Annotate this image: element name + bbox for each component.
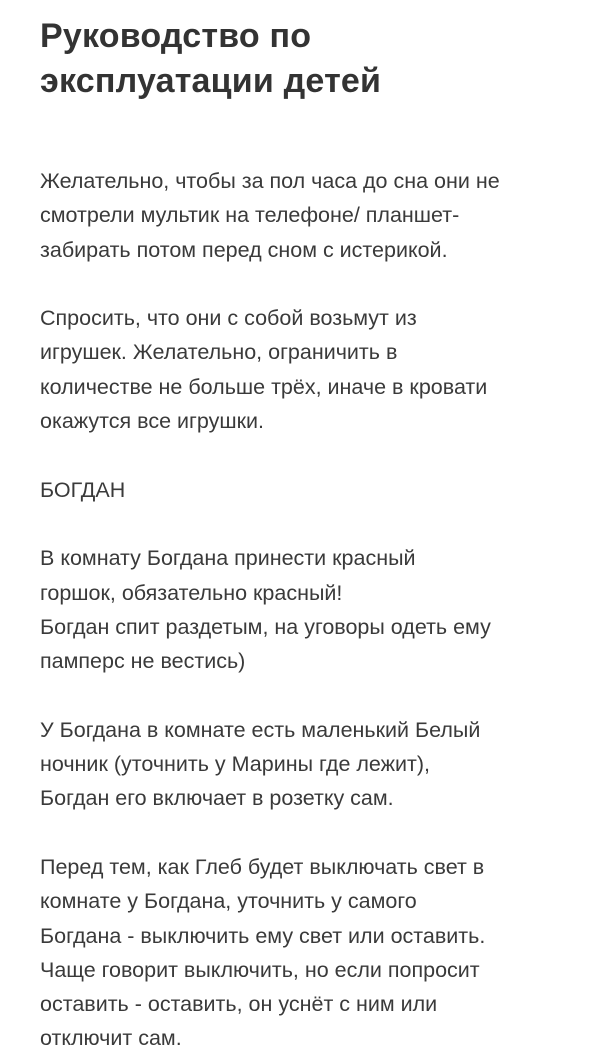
text-line: комнате у Богдана, уточнить у самого [40, 889, 417, 914]
text-line: количестве не больше трёх, иначе в кровати [40, 374, 488, 399]
text-line: Желательно, чтобы за пол часа до сна они не [40, 169, 500, 193]
text-line: Перед тем, как Глеб будет выключать свет в [40, 854, 485, 879]
text-line: отключит сам. [40, 1026, 182, 1051]
text-line: оставить - оставить, он уснёт с ним или [40, 992, 438, 1017]
text-line: ночник (уточнить у Марины где лежит), [40, 752, 431, 777]
note-body [40, 164, 580, 1056]
text-line: Спросить, что они с собой возьмут из [40, 306, 417, 331]
title-line: Руководство по [40, 17, 312, 55]
text-line: У Богдана в комнате есть маленький Белый [40, 717, 481, 742]
paragraph-screen-time [40, 164, 580, 267]
text-line: В комнату Богдана принести красный [40, 546, 416, 571]
paragraph-toys [40, 301, 580, 438]
text-line: Чаще говорит выключить, но если попросит [40, 957, 480, 982]
text-line: БОГДАН [40, 477, 126, 502]
paragraph-night-light [40, 713, 580, 816]
text-line: Богдан спит раздетым, на уговоры одеть ему [40, 614, 491, 639]
note-page [40, 0, 580, 1056]
text-line: игрушек. Желательно, ограничить в [40, 340, 398, 365]
document-title [40, 0, 580, 104]
text-line: окажутся все игрушки. [40, 409, 264, 434]
text-line: памперс не вестись) [40, 649, 246, 674]
title-line: эксплуатации детей [40, 62, 382, 100]
text-line: горшок, обязательно красный! [40, 580, 343, 605]
paragraph-potty [40, 541, 580, 678]
paragraph-light-off [40, 850, 580, 1056]
section-heading-bogdan [40, 473, 580, 507]
text-line: Богдана - выключить ему свет или оставить. [40, 923, 486, 948]
text-line: забирать потом перед сном с истерикой. [40, 237, 448, 262]
text-line: Богдан его включает в розетку сам. [40, 786, 394, 811]
text-line: смотрели мультик на телефоне/ планшет- [40, 203, 460, 228]
